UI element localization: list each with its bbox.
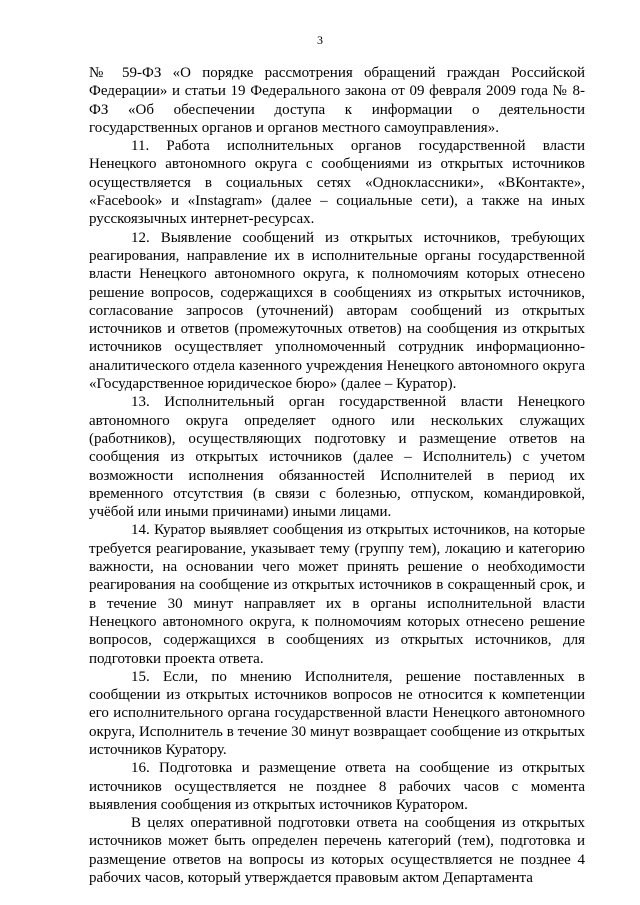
paragraph-16-response-deadline: 16. Подготовка и размещение ответа на сообщение из открытых источников осуществляется не позднее 8 рабочих часов с момента выявления сообщения из открытых источников Куратором.	[89, 760, 585, 813]
paragraph-14-message-routing: 14. Куратор выявляет сообщения из открытых источников, на которые требуется реагирование, указывает тему (группу тем), локацию и категорию важности, на основании чего может принять решение о необходимости реагирования на сообщение из открытых источников в сокращенный срок, и в течение 30 минут направляет их в органы исполнительной власти Ненецкого автономного округа, к полномочиям которых отнесено решение вопросов, содержащихся в сообщениях из открытых источников, для подготовки проекта ответа.	[89, 522, 585, 667]
document-body	[89, 64, 585, 887]
paragraph-12-curator-duties: 12. Выявление сообщений из открытых источников, требующих реагирования, направление их в исполнительные органы государственной власти Ненецкого автономного округа, к полномочиям которых отнесено решение вопросов, содержащихся в сообщениях из открытых источников, согласование запросов (уточнений) авторам сообщений из открытых источников и ответов (промежуточных ответов) на сообщения из открытых источников осуществляет уполномоченный сотрудник информационно-аналитического отдела казенного учреждения Ненецкого автономного округа «Государственное юридическое бюро» (далее – Куратор).	[89, 229, 585, 393]
paragraph-11-social-networks: 11. Работа исполнительных органов государственной власти Ненецкого автономного округа с сообщениями из открытых источников осуществляется в социальных сетях «Одноклассники», «ВКонтакте», «Facebook» и «Instagram» (далее – социальные сети), а также на иных русскоязычных интернет-ресурсах.	[89, 138, 585, 228]
page-number: 3	[317, 33, 323, 47]
paragraph-priority-categories: В целях оперативной подготовки ответа на сообщения из открытых источников может быть определен перечень категорий (тем), подготовка и размещение ответов на вопросы из которых осуществляется не позднее 4 рабочих часов, который утверждается правовым актом Департамента	[89, 815, 585, 887]
paragraph-13-executor-assignment: 13. Исполнительный орган государственной власти Ненецкого автономного округа определяет одного или нескольких служащих (работников), осуществляющих подготовку и размещение ответов на сообщения из открытых источников (далее – Исполнитель) с учетом возможности исполнения обязанностей Исполнителей в период их временного отсутствия (в связи с болезнью, отпуском, командировкой, учёбой или иными причинами) иными лицами.	[89, 394, 585, 521]
paragraph-law-reference-continuation: № 59-ФЗ «О порядке рассмотрения обращений граждан Российской Федерации» и статьи 19 Федерального закона от 09 февраля 2009 года № 8-ФЗ «Об обеспечении доступа к информации о деятельности государственных органов и органов местного самоуправления».	[89, 65, 585, 136]
paragraph-15-message-return: 15. Если, по мнению Исполнителя, решение поставленных в сообщении из открытых источников вопросов не относится к компетенции его исполнительного органа государственной власти Ненецкого автономного округа, Исполнитель в течение 30 минут возвращает сообщение из открытых источников Куратору.	[89, 668, 585, 758]
